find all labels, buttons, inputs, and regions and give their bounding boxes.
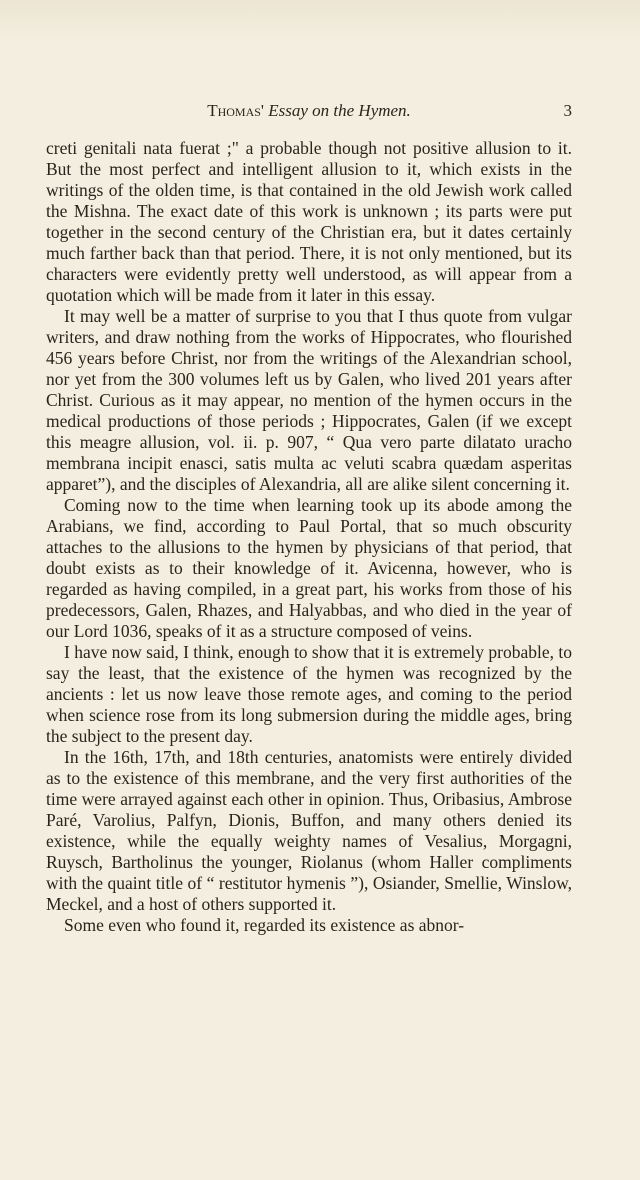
header-author: Thomas' <box>207 101 264 120</box>
page-number: 3 <box>563 101 572 120</box>
header-work-title: Essay on the Hymen. <box>268 101 411 120</box>
paragraph-6: Some even who found it, regarded its existence as abnor- <box>64 915 465 935</box>
paragraph-3: Coming now to the time when learning took up its abode among the Arabians, we find, according to Paul Portal, that so much obscurity attaches to the allusions to the hymen by physicians of that period, that doubt exists as to their knowledge of it. Avicenna, however, who is regarded as having compiled, in a great part, his works from those of his predecessors, Galen, Rhazes, and Halyabbas, and who died in the year of our Lord 1036, speaks of it as a structure composed of veins. <box>46 495 572 641</box>
paragraph-5: In the 16th, 17th, and 18th centuries, anatomists were entirely divided as to the existence of this membrane, and the very first authorities of the time were arrayed against each other in opinion. Thus, Oribasius, Ambrose Paré, Varolius, Palfyn, Dionis, Buffon, and many others denied its existence, while the equally weighty names of Vesalius, Morgagni, Ruysch, Bartholinus the younger, Riolanus (whom Haller compliments with the quaint title of “ restitutor hymenis ”), Osiander, Smellie, Winslow, Meckel, and a host of others supported it. <box>46 747 572 914</box>
page-fold-shadow <box>0 0 640 40</box>
paragraph-1: creti genitali nata fuerat ;" a probable though not positive allusion to it. But the most perfect and intelligent allusion to it, which exists in the writings of the olden time, is that contained in the old Jewish work called the Mishna. The exact date of this work is unknown ; its parts were put together in the second century of the Christian era, but it dates certainly much farther back than that period. There, it is not only mentioned, but its characters were evidently pretty well understood, as will appear from a quotation which will be made from it later in this essay. <box>46 138 572 305</box>
paragraph-4: I have now said, I think, enough to show that it is extremely probable, to say the least, that the existence of the hymen was recognized by the ancients : let us now leave those remote ages, and coming to the period when science rose from its long submersion during the middle ages, bring the subject to the present day. <box>46 642 572 746</box>
running-header <box>46 100 572 122</box>
running-title <box>46 100 572 122</box>
paragraph-2: It may well be a matter of surprise to you that I thus quote from vulgar writers, and draw nothing from the works of Hippocrates, who flourished 456 years before Christ, nor from the writings of the Alexandrian school, nor yet from the 300 volumes left us by Galen, who lived 201 years after Christ. Curious as it may appear, no mention of the hymen occurs in the medical productions of those periods ; Hippocrates, Galen (if we except this meagre allusion, vol. ii. p. 907, “ Qua vero parte dilatato uracho membrana incipit enasci, satis multa ac veluti scabra quædam asperitas apparet”), and the disciples of Alexandria, all are alike silent concerning it. <box>46 306 572 494</box>
body-text <box>46 138 572 936</box>
